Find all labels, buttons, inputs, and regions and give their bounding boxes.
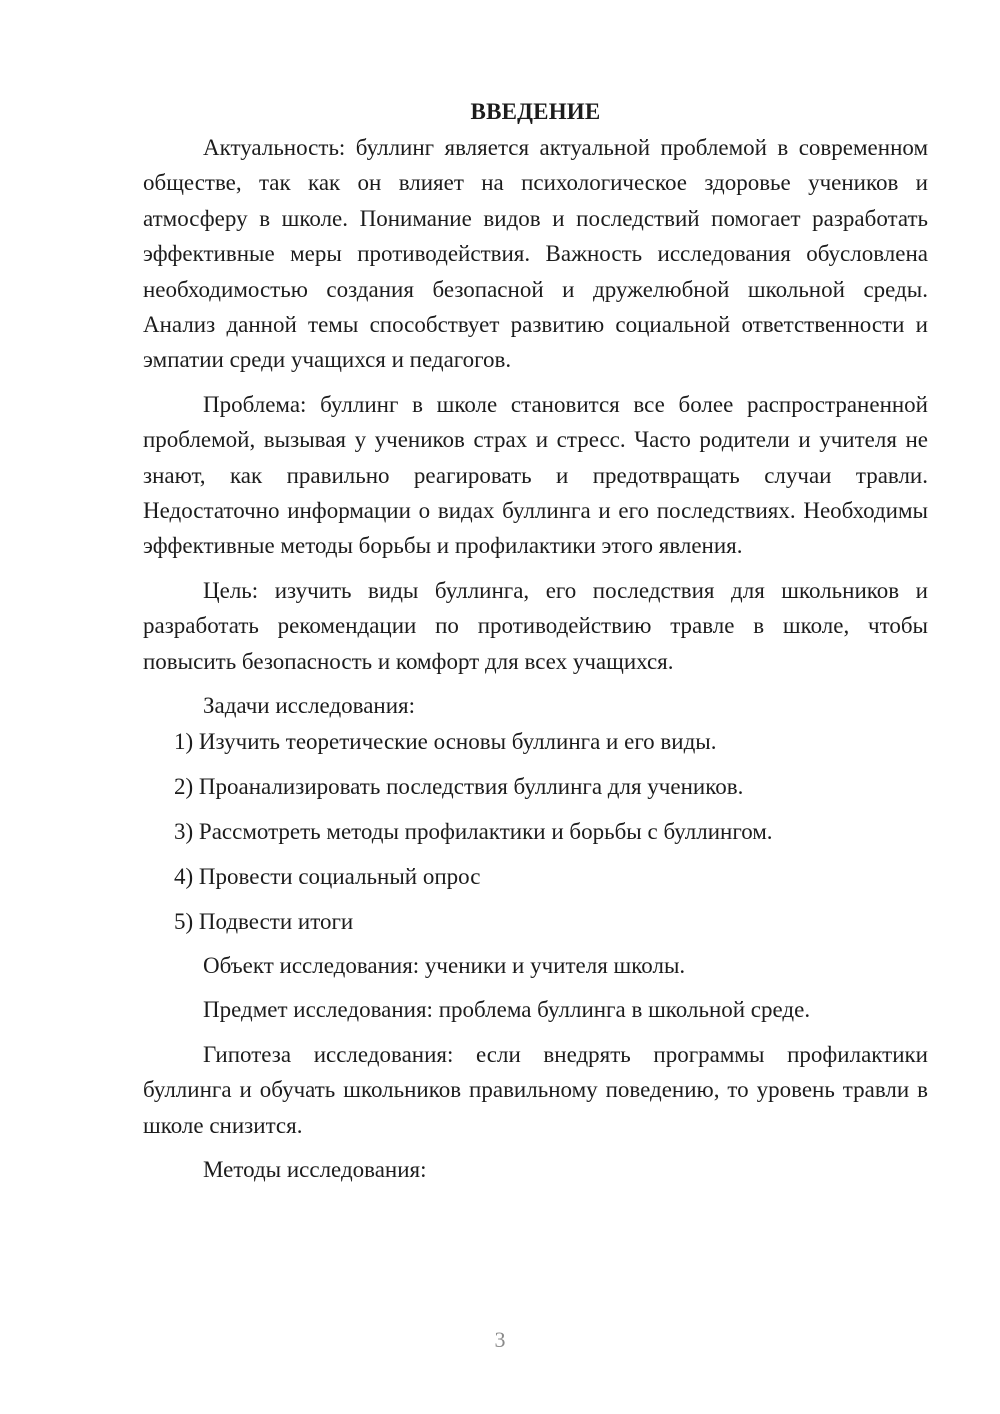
problem-paragraph: Проблема: буллинг в школе становится все более распространенной проблемой, вызывая у учеников страх и стресс. Часто родители и учителя не знают, как правильно реагировать и предотвращать случаи травли. Недостаточно информации о видах буллинга и его последствиях. Необходимы эффективные методы борьбы и профилактики этого явления. xyxy=(143,391,928,559)
list-item: 2) Проанализировать последствия буллинга для учеников. xyxy=(174,773,744,799)
page-number: 3 xyxy=(494,1327,506,1352)
list-item: 1) Изучить теоретические основы буллинга и его виды. xyxy=(174,728,717,754)
methods-heading: Методы исследования: xyxy=(203,1156,427,1182)
tasks-list xyxy=(143,724,928,939)
page-content xyxy=(143,94,928,1187)
list-item: 4) Провести социальный опрос xyxy=(174,863,481,889)
list-item: 3) Рассмотреть методы профилактики и борьбы с буллингом. xyxy=(174,818,773,844)
subject-paragraph: Предмет исследования: проблема буллинга в школьной среде. xyxy=(203,997,811,1023)
hypothesis-paragraph: Гипотеза исследования: если внедрять программы профилактики буллинга и обучать школьников правильному поведению, то уровень травли в школе снизится. xyxy=(143,1041,928,1138)
goal-paragraph: Цель: изучить виды буллинга, его последствия для школьников и разработать рекомендации по противодействию травле в школе, чтобы повысить безопасность и комфорт для всех учащихся. xyxy=(143,577,928,674)
page-title: ВВЕДЕНИЕ xyxy=(470,99,601,124)
list-item: 5) Подвести итоги xyxy=(174,908,354,934)
tasks-heading: Задачи исследования: xyxy=(203,693,416,719)
object-paragraph: Объект исследования: ученики и учителя школы. xyxy=(203,952,686,978)
relevance-paragraph: Актуальность: буллинг является актуальной проблемой в современном обществе, так как он влияет на психологическое здоровье учеников и атмосферу в школе. Понимание видов и последствий помогает разработать эффективные меры противодействия. Важность исследования обусловлена необходимостью создания безопасной и дружелюбной школьной среды. Анализ данной темы способствует развитию социальной ответственности и эмпатии среди учащихся и педагогов. xyxy=(143,135,928,373)
